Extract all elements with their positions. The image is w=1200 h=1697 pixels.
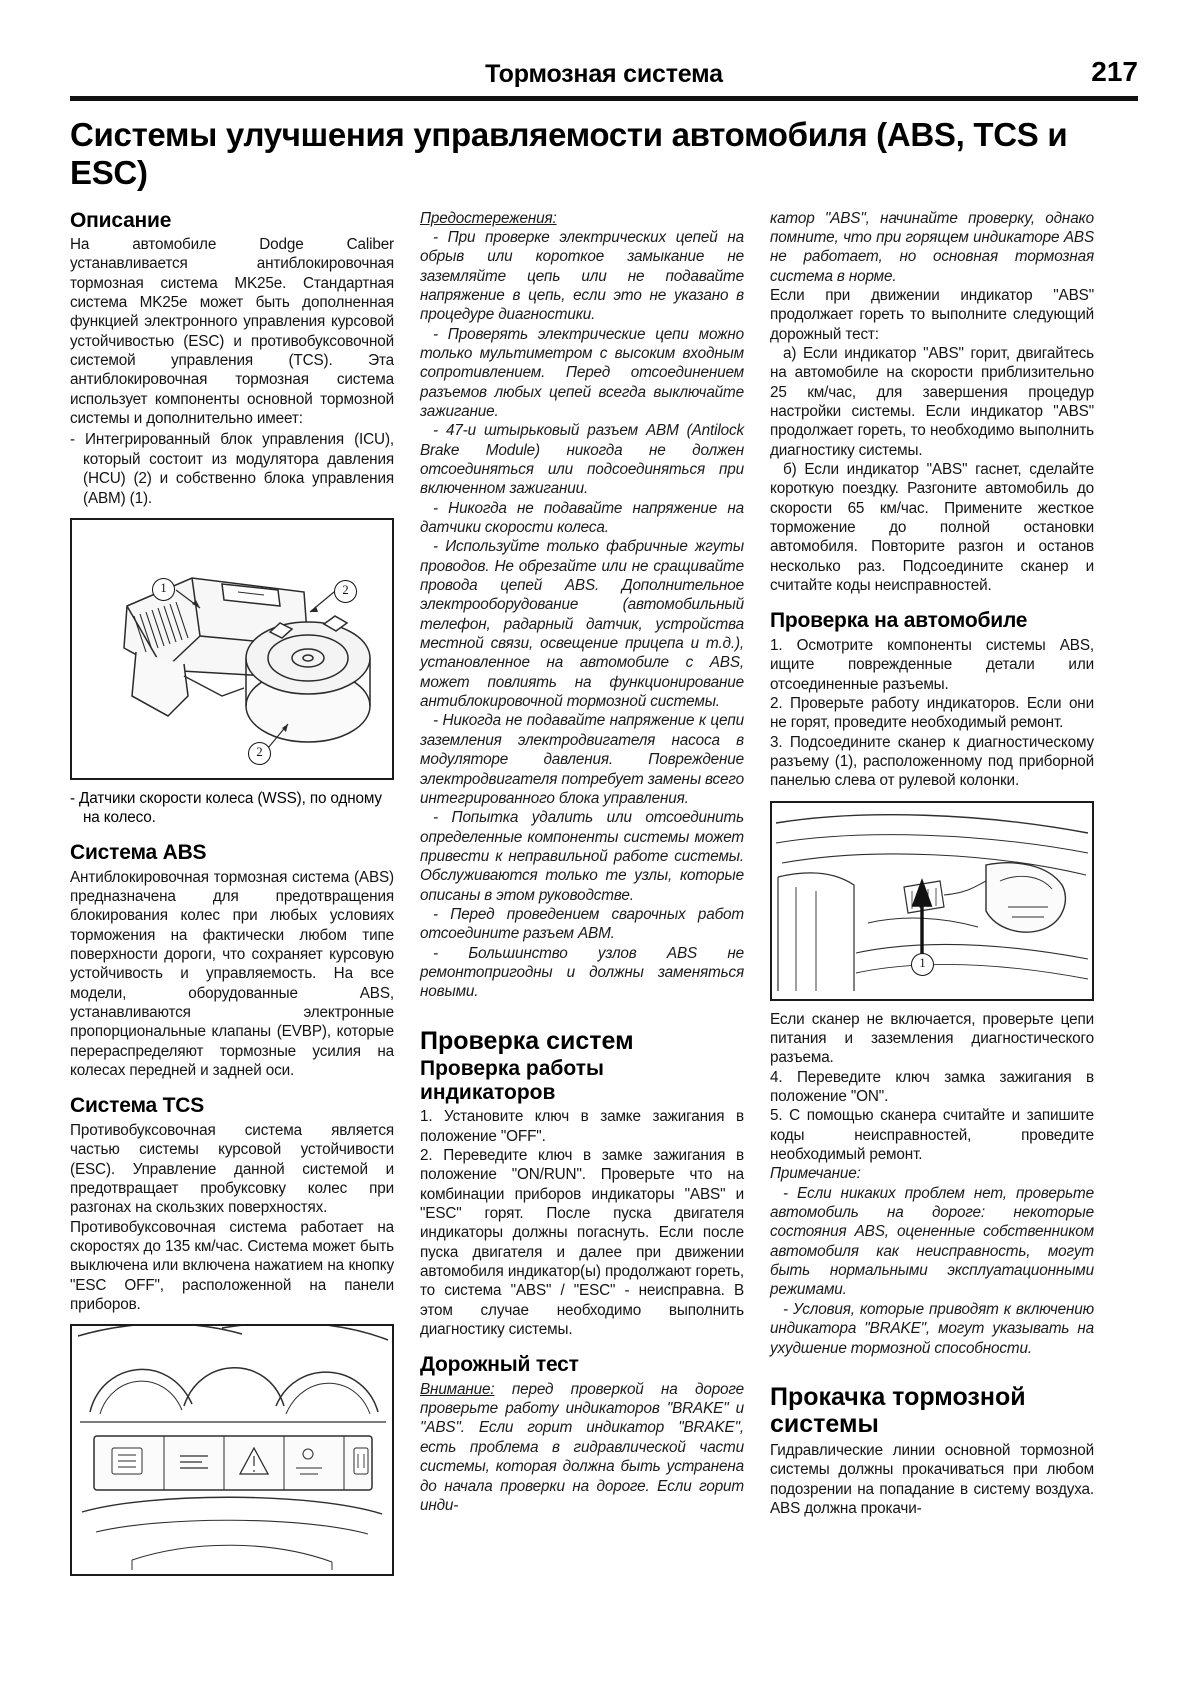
road-test-step-b: б) Если индикатор "ABS" гаснет, сделайте короткую поездку. Разгоните автомобиль до скорости 65 км/час. Примените жесткое торможение до полной остановки автомобиля. Повторите разгон и останов несколько раз. Подсоедините сканер и считайте коды неисправностей. [770,461,1094,595]
running-head [70,52,1138,98]
description-bullet-icu: - Интегрированный блок управления (ICU), который состоит из модулятора давления (HCU) (2) и собственно блока управления (ABM) (1). [70,431,394,507]
road-test-lead: Внимание: [420,1380,495,1398]
warning-item-6: - Никогда не подавайте напряжение к цепи заземления электродвигателя насоса в модуляторе давления. Повреждение электродвигателя потребует замены всего интегрированного блока управления. [420,712,744,807]
tcs-paragraph-2: Противобуксовочная система работает на скоростях до 135 км/час. Система может быть выключена или включена нажатием на кнопку "ESC OFF", расположенной на панели приборов. [70,1218,394,1313]
column-middle [420,209,744,1516]
callout-2: 2 [334,580,357,603]
road-test-step-a: а) Если индикатор "ABS" горит, двигайтесь на автомобиле на скорости приблизительно 25 км/час, для завершения процедур настройки системы. Если индикатор "ABS" продолжает гореть, то необходимо выполнить диагностику системы. [770,344,1094,459]
page-number: 217 [1091,56,1138,87]
on-vehicle-step-1: 1. Осмотрите компоненты системы ABS, ищите поврежденные детали или отсоединенные разъемы. [770,636,1094,693]
indicator-step-2: 2. Переведите ключ в замке зажигания в положение "ON/RUN". Проверьте что на комбинации приборов индикаторы "ABS" и "ESC" горят. После пуска двигателя индикаторы должны погаснуть. Если после пуска двигателя и далее при движении автомобиля индикатор(ы) продолжают гореть, то система "ABS" / "ESC" - неисправна. В этом случае необходимо выполнить диагностику системы. [420,1146,744,1338]
page-title: Системы улучшения управляемости автомобиля (ABS, TCS и ESC) [70,116,1068,192]
warning-item-7: - Попытка удалить или отсоединить определенные компоненты системы может привести к неправильной работе системы. Обслуживаются только те узлы, которые описаны в этом руководстве. [420,809,744,904]
figure-instrument-cluster [70,1324,394,1576]
heading-indicator-check: Проверка работы индикаторов [420,1057,604,1104]
heading-system-check: Проверка систем [420,1026,634,1055]
column-right [770,209,1094,1519]
indicator-step-1: 1. Установите ключ в замке зажигания в положение "OFF". [420,1108,744,1145]
road-test-warning [420,1380,744,1515]
header-divider [70,96,1138,101]
abs-indicator-paragraph: Если при движении индикатор "ABS" продолжает гореть то выполните следующий дорожный тест: [770,286,1094,343]
note-item-2: - Условия, которые приводят к включению индикатора "BRAKE", могут указывать на ухудшение тормозной способности. [770,1300,1094,1357]
heading-description: Описание [70,208,172,232]
callout-1: 1 [152,578,175,601]
three-column-body [70,209,1138,1586]
heading-road-test: Дорожный тест [420,1353,579,1377]
on-vehicle-step-5: 5. С помощью сканера считайте и запишите коды неисправностей, проведите необходимый ремонт. [770,1107,1094,1164]
figure-diagnostic-connector [770,801,1094,1001]
callout-1: 1 [911,953,934,976]
heading-on-vehicle-check: Проверка на автомобиле [770,609,1028,633]
on-vehicle-step-4: 4. Переведите ключ замка зажигания в положение "ON". [770,1068,1094,1106]
description-paragraph: На автомобиле Dodge Caliber устанавливается антиблокировочная тормозная система MK25e. Стандартная система MK25e может быть дополненная функцией электронного управления курсовой устойчивостью (ESC) и противобуксовочной системой управления (TCS). Эта антиблокировочная тормозная система использует компоненты основной тормозной системы и дополнительно имеет: [70,236,394,428]
figure-icu-assembly [70,518,394,780]
instrument-cluster-drawing [72,1326,392,1570]
warning-item-8: - Перед проведением сварочных работ отсоедините разъем ABM. [420,905,744,943]
scanner-note: Если сканер не включается, проверьте цепи питания и заземления диагностического разъема. [770,1010,1094,1067]
road-test-body: перед проверкой на дороге проверьте работу индикаторов "BRAKE" и "ABS". Если горит индикатор "BRAKE", есть проблема в гидравлической части системы, которая должна быть устранена до начала проверки на дороге. Если горит инди- [420,1380,744,1514]
note-lead [770,1164,1094,1183]
warning-item-1: - При проверке электрических цепей на обрыв или короткое замыкание не заземляйте цепь или не подавайте напряжение в цепь, если это не указано в процедуре диагностики. [420,228,744,324]
on-vehicle-step-2: 2. Проверьте работу индикаторов. Если они не горят, проведите необходимый ремонт. [770,694,1094,732]
note-item-1: - Если никаких проблем нет, проверьте автомобиль на дороге: некоторые состояния ABS, оцененные собственником автомобиля как неисправность, могут быть нормальными эксплуатационными режимами. [770,1184,1094,1299]
heading-tcs-system: Система TCS [70,1094,205,1118]
warning-item-3: - 47-и штырьковый разъем ABM (Antilock Brake Module) никогда не должен отсоединяться или подсоединяться при включенном зажигании. [420,422,744,498]
abs-paragraph: Антиблокировочная тормозная система (ABS) предназначена для предотвращения блокирования колес при любых условиях торможения на фактически любом типе поверхности дороги, что сохраняет курсовую устойчивость и управляемость. На все модели, оборудованные ABS, устанавливаются электронные пропорциональные клапаны (EVBP), которые перераспределяют тормозные усилия на колесах передней и задней оси. [70,868,394,1080]
warning-item-4: - Никогда не подавайте напряжение на датчики скорости колеса. [420,499,744,537]
column-left [70,209,394,1586]
road-test-continued: катор "ABS", начинайте проверку, однако помните, что при горящем индикаторе ABS не работает, но основная тормозная система в норме. [770,209,1094,285]
warning-lead-text: Предостережения: [420,209,557,227]
warning-lead [420,209,744,228]
warning-item-5: - Используйте только фабричные жгуты проводов. Не обрезайте или не сращивайте провода цепей ABS. Дополнительное электрооборудование (автомобильный телефон, радарный датчик, устройства местной связи, освещение прицепа и т.д.), установленное на автомобиле с ABS, может повлиять на функционирование антиблокировочной тормозной системы. [420,538,744,711]
note-lead-text: Примечание: [770,1165,861,1183]
bleeding-paragraph: Гидравлические линии основной тормозной системы должны прокачиваться при любом подозрении на попадание в систему воздуха. ABS должна прокачи- [770,1441,1094,1517]
warning-item-9: - Большинство узлов ABS не ремонтопригодны и должны заменяться новыми. [420,944,744,1001]
icu-assembly-drawing [72,520,392,774]
caption-wss: - Датчики скорости колеса (WSS), по одному на колесо. [70,789,382,826]
on-vehicle-step-3: 3. Подсоедините сканер к диагностическому разъему (1), расположенному под приборной панелью слева от рулевой колонки. [770,733,1094,790]
heading-brake-bleeding: Прокачка тормозной системы [770,1382,1026,1439]
heading-abs-system: Система ABS [70,841,207,865]
tcs-paragraph-1: Противобуксовочная система является частью системы курсовой устойчивости (ESC). Управление данной системой и предотвращает пробуксовку колес при разгонах на скользких поверхностях. [70,1121,394,1217]
warning-item-2: - Проверять электрические цепи можно только мультиметром с высоким входным сопротивлением. Перед отсоединением разъемов любых цепей всегда выключайте зажигание. [420,325,744,420]
running-head-title: Тормозная система [485,60,723,88]
callout-3: 2 [248,742,271,765]
